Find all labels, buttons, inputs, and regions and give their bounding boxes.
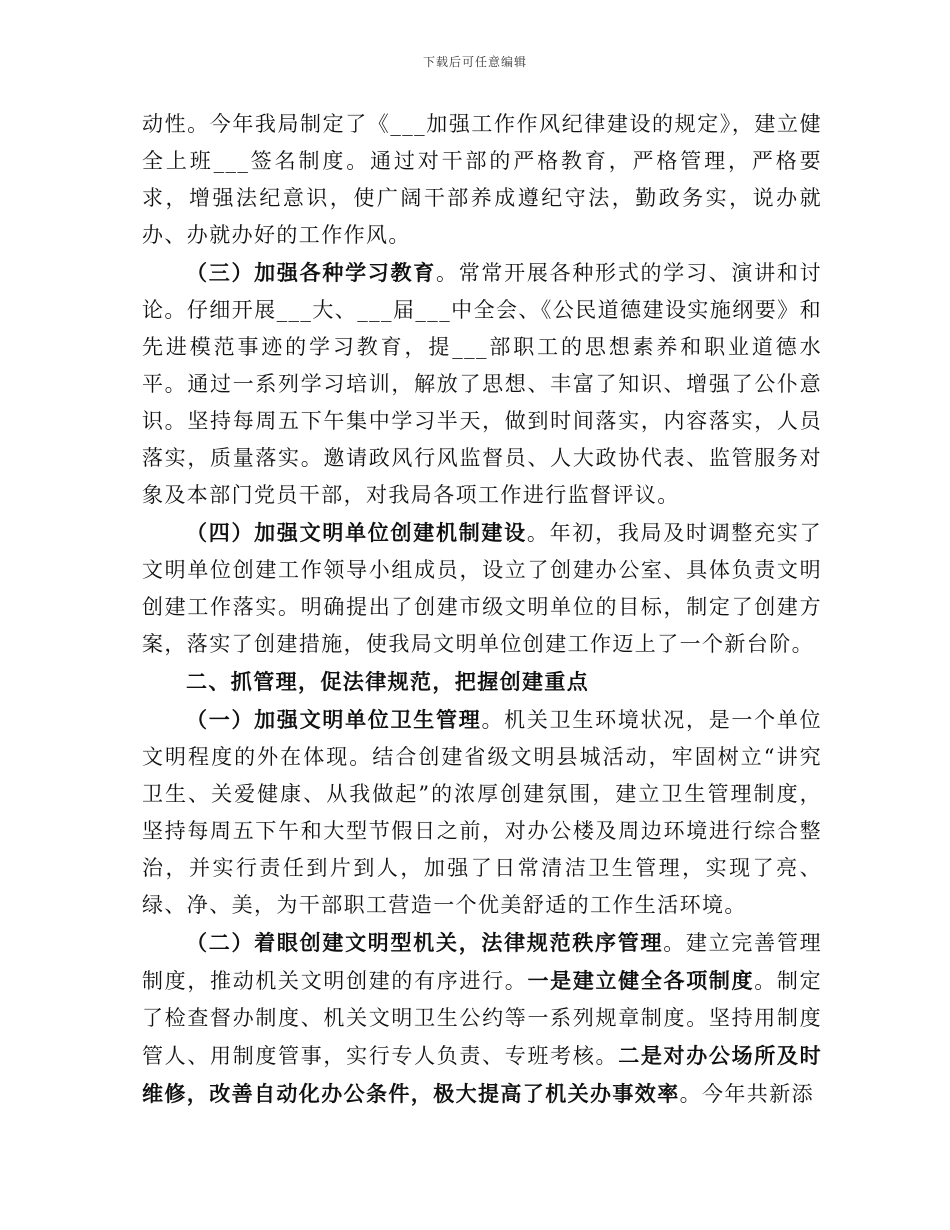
text-segment: 。制定了检查督办制度、机关文明卫生公约等一系列规章制度。坚持用制度管人、用制度管事，实行专人负责、专班考核。 (142, 969, 823, 1068)
text-segment: 。年初，我局及时调整充实了文明单位创建工作领导小组成员，设立了创建办公室、具体负责文明创建工作落实。明确提出了创建市级文明单位的目标，制定了创建方案，落实了创建措施，使我局文明单位创建工作迈上了一个新台阶。 (142, 521, 822, 656)
paragraph (142, 663, 822, 701)
text-segment: 。常常开展各种形式的学习、演讲和讨论。仔细开展___大、___届___中全会、《公民道德建设实施纲要》和先进模范事迹的学习教育，提___部职工的思想素养和职业道德水平。通过一系列学习培训，解放了思想、丰富了知识、增强了公仆意识。坚持每周五下午集中学习半天，做到时间落实，内容落实，人员落实，质量落实。邀请政风行风监督员、人大政协代表、监管服务对象及本部门党员干部，对我局各项工作进行监督评议。 (142, 261, 822, 507)
bold-text-segment: （一）加强文明单位卫生管理 (186, 707, 482, 732)
paragraph (142, 701, 822, 924)
paragraph (142, 514, 822, 663)
page-header: 下载后可任意编辑 (422, 55, 527, 69)
bold-text-segment: 二是对办公场所及时维修，改善自动化办公条件，极大提高了机关办事效率 (142, 1043, 822, 1106)
text-segment: 。建立完善管理制度，推动机关文明创建的有序进行。 (142, 931, 822, 993)
paragraph (142, 106, 822, 254)
bold-text-segment: （三）加强各种学习教育 (186, 260, 436, 285)
bold-text-segment: （二）着眼创建文明型机关，法律规范秩序管理 (186, 930, 664, 955)
bold-text-segment: （四）加强文明单位创建机制建设 (186, 520, 527, 545)
bold-text-segment: 二、抓管理，促法律规范，把握创建重点 (186, 669, 590, 694)
bold-text-segment: 一是建立健全各项制度 (527, 968, 755, 993)
paragraph (142, 254, 822, 514)
document-body (142, 106, 822, 1113)
paragraph (142, 924, 822, 1113)
text-segment: 。机关卫生环境状况，是一个单位文明程度的外在体现。结合创建省级文明县城活动，牢固树立“讲究卫生、关爱健康、从我做起”的浓厚创建氛围，建立卫生管理制度，坚持每周五下午和大型节假日之前，对办公楼及周边环境进行综合整治，并实行责任到片到人，加强了日常清洁卫生管理，实现了亮、绿、净、美，为干部职工营造一个优美舒适的工作生活环境。 (142, 708, 822, 917)
text-segment: 。今年共新添 (679, 1082, 815, 1106)
text-segment: 动性。今年我局制定了《___加强工作作风纪律建设的规定》，建立健全上班___签名制度。通过对干部的严格教育，严格管理，严格要求，增强法纪意识，使广阔干部养成遵纪守法，勤政务实，说办就办、办就办好的工作作风。 (142, 112, 822, 247)
